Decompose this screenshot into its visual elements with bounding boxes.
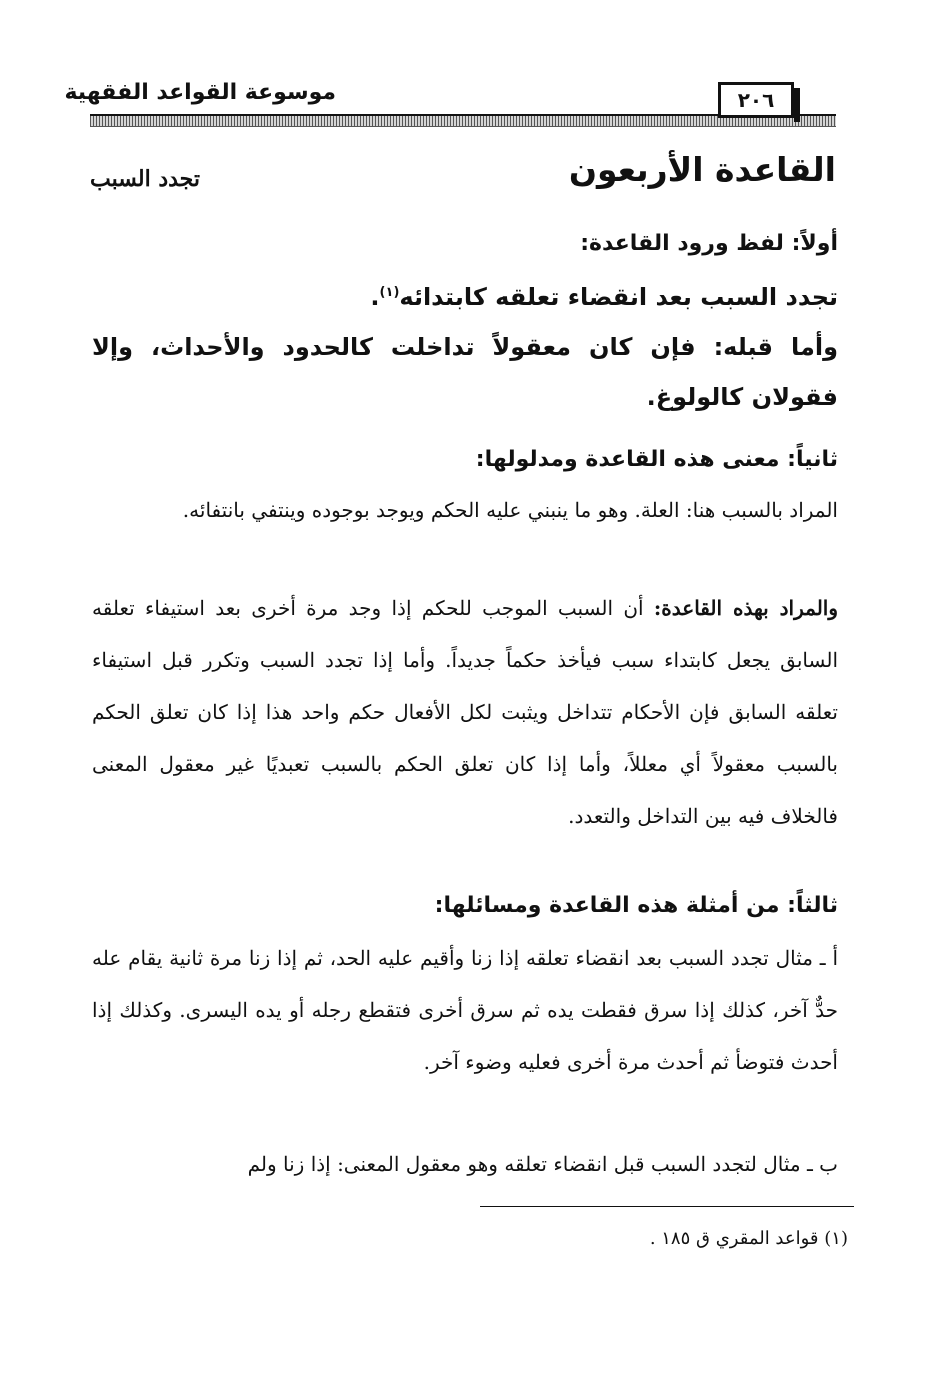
footnote (650, 1224, 848, 1254)
section-heading-meaning: ثانياً: معنى هذه القاعدة ومدلولها: (475, 447, 838, 472)
meaning-paragraph-1: المراد بالسبب هنا: العلة. وهو ما ينبني عليه الحكم ويوجد بوجوده وينتفي بانتفائه. (182, 498, 838, 522)
meaning-paragraph-2 (92, 582, 838, 842)
page-number-shadow (794, 88, 800, 122)
footnote-text: قواعد المقري ق ١٨٥ . (649, 1228, 819, 1249)
rule-short-name: تجدد السبب (90, 166, 201, 192)
example-a: أ ـ مثال تجدد السبب بعد انقضاء تعلقه إذا زنا وأقيم عليه الحد، ثم إذا زنا مرة ثانية يقام عله حدٌّ آخر، كذلك إذا سرق فقطت يده ثم سرق أخرى فتقطع رجله أو يده اليسرى. وكذلك إذا أحدث فتوضأ ثم أحدث مرة أخرى فعليه وضوء آخر. (92, 946, 838, 1074)
footnote-rule (480, 1206, 854, 1207)
section-heading-examples: ثالثاً: من أمثلة هذه القاعدة ومسائلها: (434, 893, 838, 918)
rule-statement-text: تجدد السبب بعد انقضاء تعلقه كابتدائه (399, 283, 838, 311)
rule-title: القاعدة الأربعون (568, 150, 836, 189)
running-header (64, 74, 836, 126)
rule-statement (92, 272, 838, 322)
rule-exception (92, 322, 838, 422)
book-title: موسوعة القواعد الفقهية (64, 80, 336, 105)
rule-exception-text: فإن كان معقولاً تداخلت كالحدود والأحداث، وإلا فقولان كالولوغ. (92, 333, 838, 411)
meaning-paragraph-2-text: أن السبب الموجب للحكم إذا وجد مرة أخرى بعد استيفاء تعلقه السابق يجعل كابتداء سبب فيأخذ حكماً جديداً. وأما إذا تجدد السبب وتكرر قبل استيفاء تعلقه السابق فإن الأحكام تتداخل ويثبت لكل الأفعال حكم واحد هذا إذا كان تعلق الحكم بالسبب معقولاً أي معللاً، وأما إذا كان تعلق الحكم بالسبب تعبديًا غير معقول المعنى فالخلاف فيه بين التداخل والتعدد. (92, 596, 838, 828)
rule-exception-label: وأما قبله: (713, 333, 838, 361)
section-heading-wording: أولاً: لفظ ورود القاعدة: (580, 231, 838, 256)
example-b: ب ـ مثال لتجدد السبب قبل انقضاء تعلقه وهو معقول المعنى: إذا زنا ولم (247, 1152, 838, 1176)
page-number: ٢٠٦ (718, 82, 794, 118)
footnote-ref: (١) (379, 285, 400, 300)
footnote-marker: (١) (824, 1228, 848, 1249)
meaning-paragraph-2-label: والمراد بهذه القاعدة: (653, 596, 839, 620)
rule-statement-end: . (370, 283, 380, 311)
